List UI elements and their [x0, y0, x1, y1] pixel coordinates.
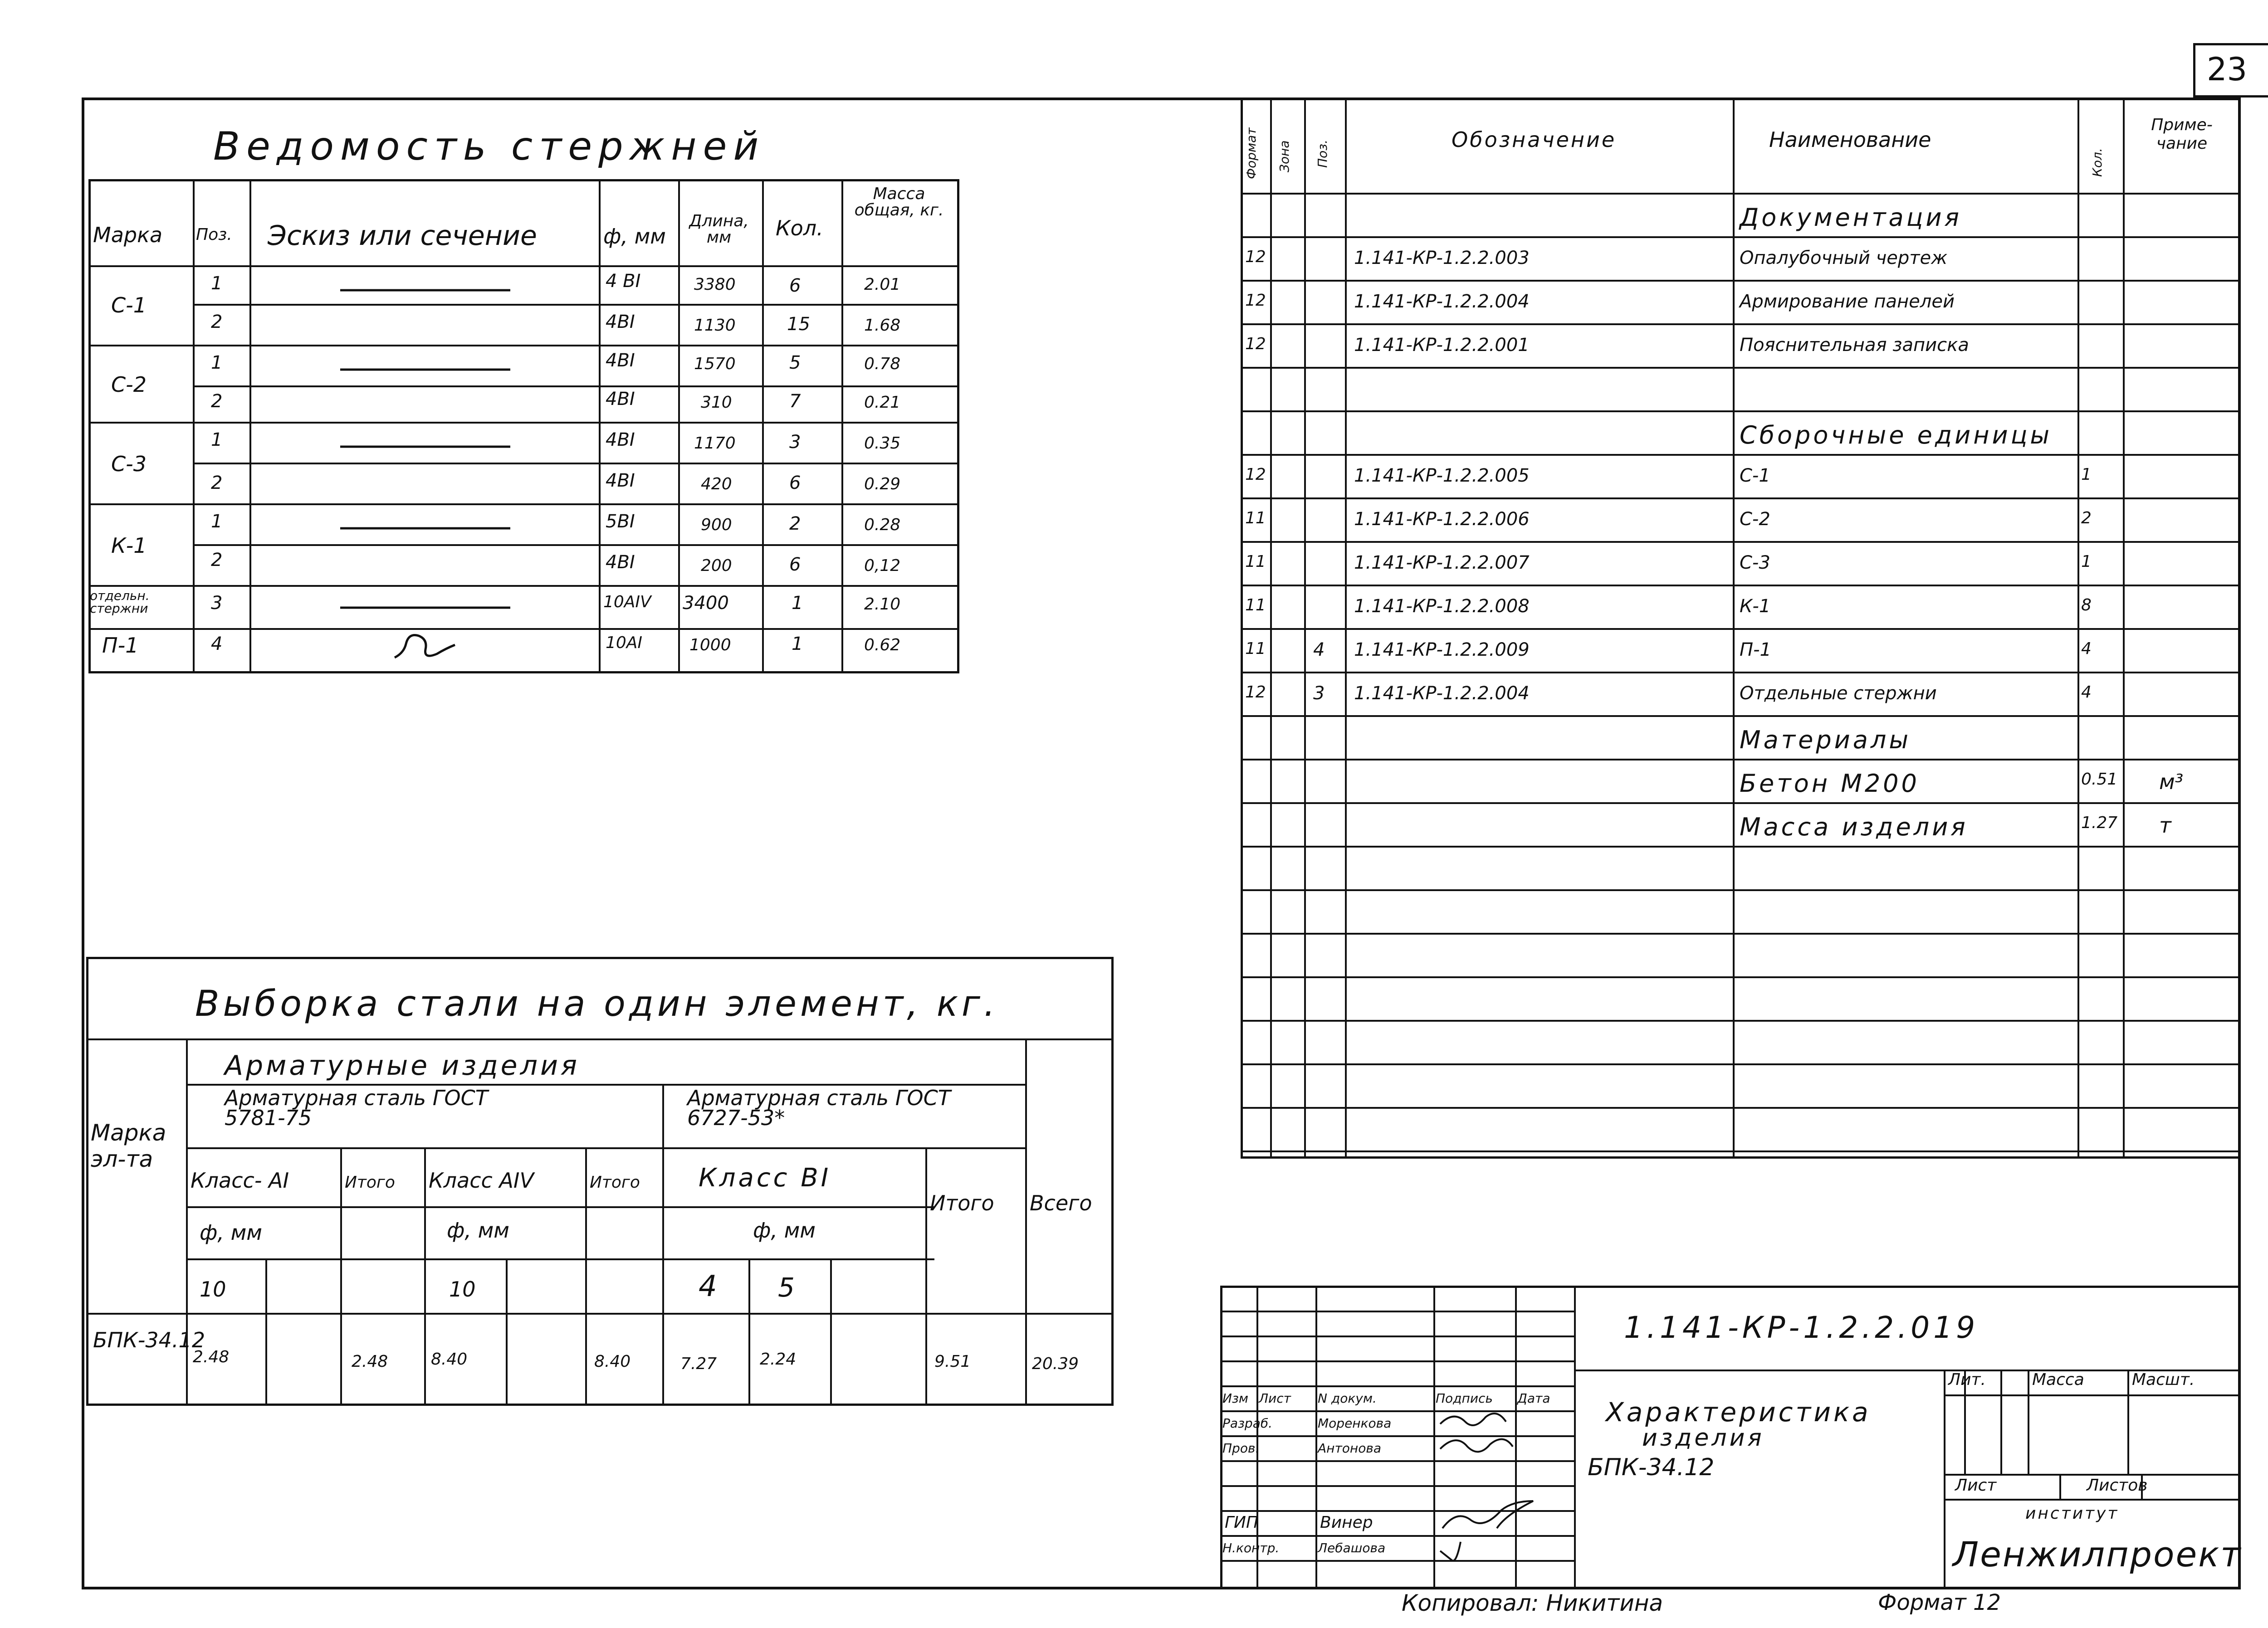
steel-itogo-ai: Итого	[345, 1173, 395, 1192]
steel-class-aiv: Класс АIV	[429, 1168, 534, 1193]
steel-total: 20.39	[1032, 1355, 1079, 1373]
sheet-number: 23	[2207, 51, 2248, 88]
spec-cell-format: 12	[1245, 248, 1266, 266]
rods-dia: 4ВI	[606, 312, 635, 332]
tb-person: Винер	[1320, 1513, 1373, 1532]
spec-cell-qty: 8	[2081, 596, 2092, 614]
spec-cell-name: Пояснительная записка	[1740, 335, 1969, 356]
rods-dia: 4ВI	[606, 552, 635, 573]
spec-cell-name: Масса изделия	[1740, 813, 1968, 841]
tb-col-izm: Изм	[1222, 1391, 1248, 1406]
spec-cell-format: 11	[1245, 639, 1266, 658]
spec-cell-qty: 2	[2081, 509, 2092, 527]
spec-cell-name: Сборочные единицы	[1740, 421, 2053, 449]
steel-itogo-aiv: Итого	[590, 1173, 640, 1192]
rods-mass: 0,12	[864, 556, 901, 575]
rods-qty: 6	[789, 554, 801, 575]
spec-cell-name: Бетон М200	[1740, 769, 1920, 798]
rods-mass: 0.62	[864, 636, 901, 654]
steel-bi-total: 9.51	[934, 1352, 971, 1371]
spec-cell-des: 1.141-КР-1.2.2.003	[1354, 248, 1530, 268]
spec-cell-format: 12	[1245, 683, 1266, 702]
rods-dia: 10АI	[606, 634, 643, 652]
spec-cell-qty: 4	[2081, 683, 2092, 702]
rods-mark: П-1	[102, 633, 139, 658]
spec-cell-qty: 4	[2081, 639, 2092, 658]
rods-length: 1570	[694, 355, 736, 373]
spec-cell-qty: 1	[2081, 552, 2092, 571]
spec-cell-note: м³	[2159, 770, 2184, 794]
steel-dia-bi: ф, мм	[753, 1218, 816, 1243]
steel-aiv-total: 8.40	[594, 1352, 631, 1371]
rods-pos: 1	[211, 352, 223, 373]
tb-listov: Листов	[2087, 1476, 2148, 1495]
rods-mark: С-1	[111, 293, 147, 317]
tb-col-sign: Подпись	[1436, 1391, 1493, 1406]
tb-role: Пров.	[1222, 1441, 1260, 1456]
tb-list: Лист	[1955, 1476, 1997, 1495]
rods-length: 1130	[694, 316, 736, 335]
tb-name-1: Характеристика	[1606, 1397, 1871, 1428]
rods-header-dia: ф, мм	[603, 224, 666, 249]
spec-cell-des: 1.141-КР-1.2.2.006	[1354, 509, 1530, 530]
rods-pos: 2	[211, 550, 223, 570]
spec-header-designation: Обозначение	[1452, 127, 1617, 152]
spec-cell-qty: 0.51	[2081, 770, 2118, 789]
rods-dia: 4ВI	[606, 350, 635, 371]
tb-code: 1.141-КР-1.2.2.019	[1624, 1310, 1979, 1345]
rods-header-sketch: Эскиз или сечение	[268, 220, 537, 252]
tb-col-date: Дата	[1517, 1391, 1550, 1406]
tb-name-3: БПК-34.12	[1588, 1454, 1715, 1481]
tb-lit: Лит.	[1948, 1370, 1986, 1389]
rods-dia: 4ВI	[606, 470, 635, 491]
footer-copied: Копировал: Никитина	[1402, 1590, 1663, 1616]
steel-group: Арматурные изделия	[225, 1050, 580, 1082]
spec-cell-format: 12	[1245, 335, 1266, 353]
steel-d10-aiv: 10	[449, 1277, 476, 1301]
steel-itogo-bi: Итого	[930, 1191, 994, 1215]
steel-class-ai: Класс- АI	[191, 1168, 289, 1193]
spec-cell-pos: 3	[1313, 683, 1325, 704]
spec-cell-des: 1.141-КР-1.2.2.004	[1354, 683, 1530, 704]
spec-header-note: Приме- чание	[2151, 116, 2213, 153]
tb-role: Н.контр.	[1222, 1540, 1280, 1555]
rods-qty: 7	[789, 391, 801, 412]
rods-qty: 1	[792, 634, 803, 654]
spec-cell-qty: 1	[2081, 465, 2092, 484]
rods-pos: 1	[211, 429, 223, 450]
rods-pos: 2	[211, 391, 223, 412]
tb-institute-label: институт	[2025, 1504, 2119, 1523]
spec-header-format: Формат	[1244, 127, 1259, 179]
spec-cell-des: 1.141-КР-1.2.2.004	[1354, 291, 1530, 312]
spec-header-qty: Кол.	[2090, 148, 2105, 177]
rods-pos: 1	[211, 511, 223, 532]
steel-sub1: Арматурная сталь ГОСТ 5781-75	[225, 1086, 488, 1130]
rods-mass: 1.68	[864, 316, 901, 335]
rods-mass: 0.29	[864, 475, 901, 493]
steel-sub2: Арматурная сталь ГОСТ 6727-53*	[687, 1086, 951, 1130]
spec-cell-pos: 4	[1313, 639, 1325, 660]
tb-masht: Масшт.	[2132, 1370, 2195, 1389]
rods-pos: 4	[211, 634, 223, 654]
rods-mass: 2.01	[864, 275, 901, 294]
steel-d4: 4	[699, 1270, 717, 1303]
steel-table-title: Выборка стали на один элемент, кг.	[195, 984, 999, 1024]
rods-length: 1000	[689, 636, 731, 654]
spec-cell-des: 1.141-КР-1.2.2.001	[1354, 335, 1530, 356]
spec-cell-name: С-3	[1740, 552, 1770, 573]
spec-cell-des: 1.141-КР-1.2.2.009	[1354, 639, 1530, 660]
rods-dia: 10АIV	[603, 593, 651, 611]
rods-length: 1170	[694, 434, 736, 453]
rods-mark: С-2	[111, 372, 147, 397]
rods-qty: 1	[792, 593, 803, 614]
tb-institute: Ленжилпроект	[1953, 1534, 2242, 1574]
spec-cell-des: 1.141-КР-1.2.2.007	[1354, 552, 1530, 573]
rods-pos: 3	[211, 593, 223, 614]
steel-ai-total: 2.48	[352, 1352, 388, 1371]
spec-cell-format: 11	[1245, 596, 1266, 614]
rods-length: 3380	[694, 275, 736, 294]
rods-mark: отдельн. стержни	[90, 588, 150, 616]
rods-qty: 2	[789, 513, 801, 534]
tb-role: ГИП	[1225, 1513, 1259, 1532]
rods-qty: 15	[787, 314, 810, 335]
rods-mass: 0.21	[864, 393, 901, 412]
rods-header-length: Длина, мм	[689, 212, 749, 247]
rods-mass: 0.28	[864, 516, 901, 534]
rods-qty: 6	[789, 275, 801, 296]
rods-mark: С-3	[111, 452, 147, 476]
spec-cell-name: Армирование панелей	[1740, 291, 1955, 312]
tb-person: Антонова	[1318, 1441, 1381, 1456]
rods-header-mark: Марка	[93, 223, 163, 247]
spec-cell-name: Опалубочный чертеж	[1740, 248, 1948, 268]
spec-header-name: Наименование	[1769, 127, 1931, 152]
spec-cell-qty: 1.27	[2081, 814, 2118, 832]
rods-length: 420	[701, 475, 732, 493]
rods-qty: 5	[789, 352, 801, 373]
rods-dia: 4ВI	[606, 429, 635, 450]
tb-col-ndoc: N докум.	[1318, 1391, 1377, 1406]
spec-cell-des: 1.141-КР-1.2.2.005	[1354, 465, 1530, 486]
tb-massa: Масса	[2032, 1370, 2084, 1389]
spec-cell-des: 1.141-КР-1.2.2.008	[1354, 596, 1530, 617]
rods-header-pos: Поз.	[196, 225, 232, 244]
rods-pos: 1	[211, 273, 223, 294]
rods-length: 200	[701, 556, 732, 575]
steel-class-bi: Класс ВI	[699, 1163, 831, 1193]
rods-mass: 2.10	[864, 595, 901, 614]
rods-dia: 5ВI	[606, 511, 635, 532]
spec-cell-name: П-1	[1740, 639, 1771, 660]
steel-dia-ai: ф, мм	[200, 1220, 262, 1245]
rods-pos: 2	[211, 312, 223, 332]
rods-header-qty: Кол.	[776, 216, 823, 240]
rods-mass: 0.35	[864, 434, 901, 453]
steel-mark-header: Марка эл-та	[91, 1120, 166, 1172]
steel-vsego: Всего	[1030, 1191, 1092, 1215]
tb-col-list: Лист	[1259, 1391, 1291, 1406]
footer-format: Формат 12	[1878, 1590, 2001, 1615]
steel-dia-aiv: ф, мм	[447, 1218, 509, 1243]
rods-length: 310	[701, 393, 732, 412]
spec-cell-format: 12	[1245, 291, 1266, 310]
steel-d10-ai: 10	[200, 1277, 226, 1301]
steel-aiv10: 8.40	[431, 1350, 468, 1369]
spec-header-pos: Поз.	[1315, 140, 1330, 168]
steel-row-mark: БПК-34.12	[93, 1328, 205, 1352]
spec-cell-name: Отдельные стержни	[1740, 683, 1937, 704]
spec-cell-note: т	[2159, 813, 2171, 838]
steel-ai10: 2.48	[193, 1348, 230, 1366]
steel-bi5: 2.24	[760, 1350, 797, 1369]
spec-cell-name: С-1	[1740, 465, 1770, 486]
tb-role: Разраб.	[1222, 1416, 1273, 1431]
spec-cell-format: 12	[1245, 465, 1266, 484]
rods-length: 3400	[683, 593, 729, 614]
rods-mark: К-1	[111, 533, 147, 558]
rods-pos: 2	[211, 473, 223, 493]
rods-length: 900	[701, 516, 732, 534]
steel-bi4: 7.27	[680, 1355, 717, 1373]
spec-cell-format: 11	[1245, 509, 1266, 527]
spec-cell-format: 11	[1245, 552, 1266, 571]
spec-cell-name: С-2	[1740, 509, 1770, 530]
rods-mass: 0.78	[864, 355, 901, 373]
rods-dia: 4ВI	[606, 389, 635, 409]
steel-d5: 5	[778, 1272, 795, 1303]
rods-qty: 6	[789, 473, 801, 493]
rods-dia: 4 ВI	[606, 271, 641, 292]
spec-cell-name: К-1	[1740, 596, 1771, 617]
tb-name-2: изделия	[1642, 1424, 1765, 1452]
rods-table-title: Ведомость стержней	[213, 124, 765, 169]
spec-header-zone: Зона	[1277, 140, 1292, 172]
rods-header-mass: Масса общая, кг.	[854, 185, 944, 219]
tb-person: Лебашова	[1318, 1540, 1386, 1555]
spec-cell-name: Документация	[1740, 203, 1962, 232]
tb-person: Моренкова	[1318, 1416, 1392, 1431]
rods-qty: 3	[789, 432, 801, 453]
spec-cell-name: Материалы	[1740, 726, 1911, 754]
